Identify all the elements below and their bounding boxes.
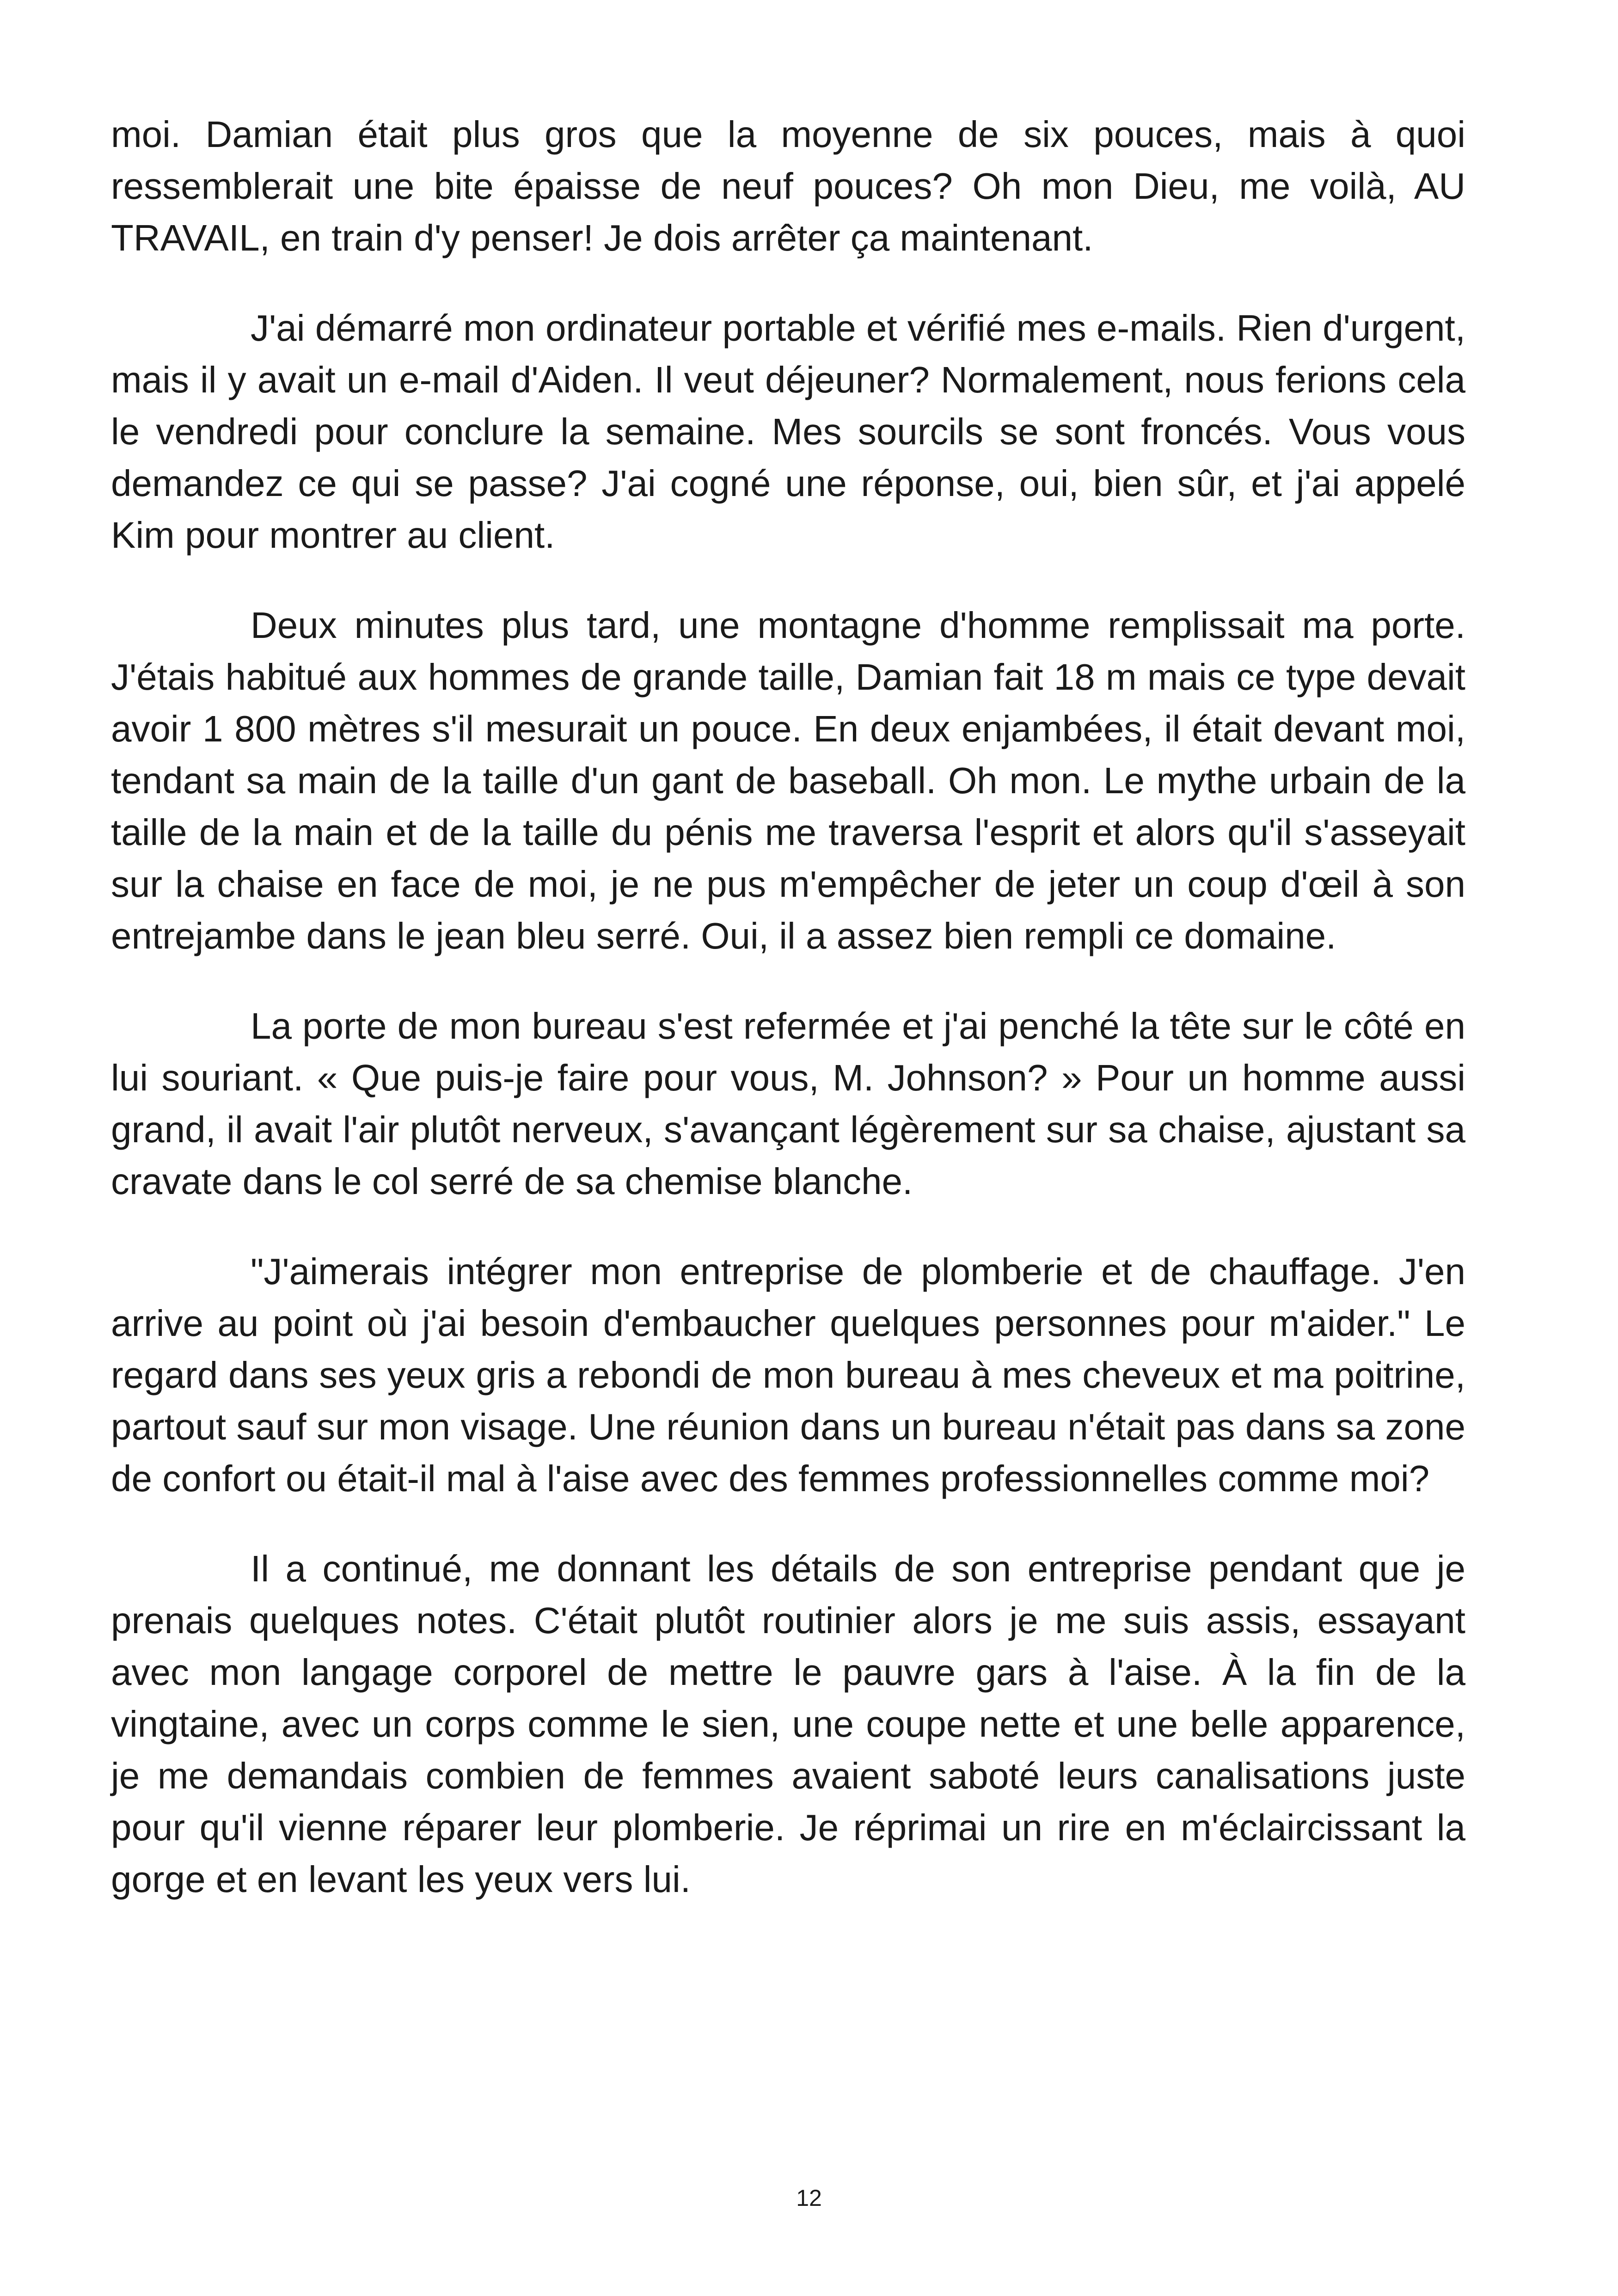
paragraph-1: moi. Damian était plus gros que la moyenne de six pouces, mais à quoi ressemblerait une bite épaisse de neuf pouces? Oh mon Dieu, me voilà, AU TRAVAIL, en train d'y penser! Je dois arrêter ça maintenant. — [111, 114, 1465, 258]
paragraph-6: Il a continué, me donnant les détails de son entreprise pendant que je prenais quelques notes. C'était plutôt routinier alors je me suis assis, essayant avec mon langage corporel de mettre le pauvre gars à l'aise. À la fin de la vingtaine, avec un corps comme le sien, une coupe nette et une belle apparence, je me demandais combien de femmes avaient saboté leurs canalisations juste pour qu'il vienne réparer leur plomberie. Je réprimai un rire en m'éclaircissant la gorge et en levant les yeux vers lui. — [111, 1548, 1465, 1900]
page-number: 12 — [796, 2185, 822, 2211]
paragraph-3: Deux minutes plus tard, une montagne d'homme remplissait ma porte. J'étais habitué aux hommes de grande taille, Damian fait 18 m mais ce type devait avoir 1 800 mètres s'il mesurait un pouce. En deux enjambées, il était devant moi, tendant sa main de la taille d'un gant de baseball. Oh mon. Le mythe urbain de la taille de la main et de la taille du pénis me traversa l'esprit et alors qu'il s'asseyait sur la chaise en face de moi, je ne pus m'empêcher de jeter un coup d'œil à son entrejambe dans le jean bleu serré. Oui, il a assez bien rempli ce domaine. — [111, 605, 1465, 956]
paragraph-2: J'ai démarré mon ordinateur portable et vérifié mes e-mails. Rien d'urgent, mais il y avait un e-mail d'Aiden. Il veut déjeuner? Normalement, nous ferions cela le vendredi pour conclure la semaine. Mes sourcils se sont froncés. Vous vous demandez ce qui se passe? J'ai cogné une réponse, oui, bien sûr, et j'ai appelé Kim pour montrer au client. — [111, 307, 1465, 556]
text-body — [111, 109, 1465, 1944]
paragraph-4: La porte de mon bureau s'est refermée et j'ai penché la tête sur le côté en lui souriant. « Que puis-je faire pour vous, M. Johnson? » Pour un homme aussi grand, il avait l'air plutôt nerveux, s'avançant légèrement sur sa chaise, ajustant sa cravate dans le col serré de sa chemise blanche. — [111, 1005, 1465, 1202]
paragraph-5: "J'aimerais intégrer mon entreprise de plomberie et de chauffage. J'en arrive au point où j'ai besoin d'embaucher quelques personnes pour m'aider." Le regard dans ses yeux gris a rebondi de mon bureau à mes cheveux et ma poitrine, partout sauf sur mon visage. Une réunion dans un bureau n'était pas dans sa zone de confort ou était-il mal à l'aise avec des femmes professionnelles comme moi? — [111, 1251, 1465, 1499]
